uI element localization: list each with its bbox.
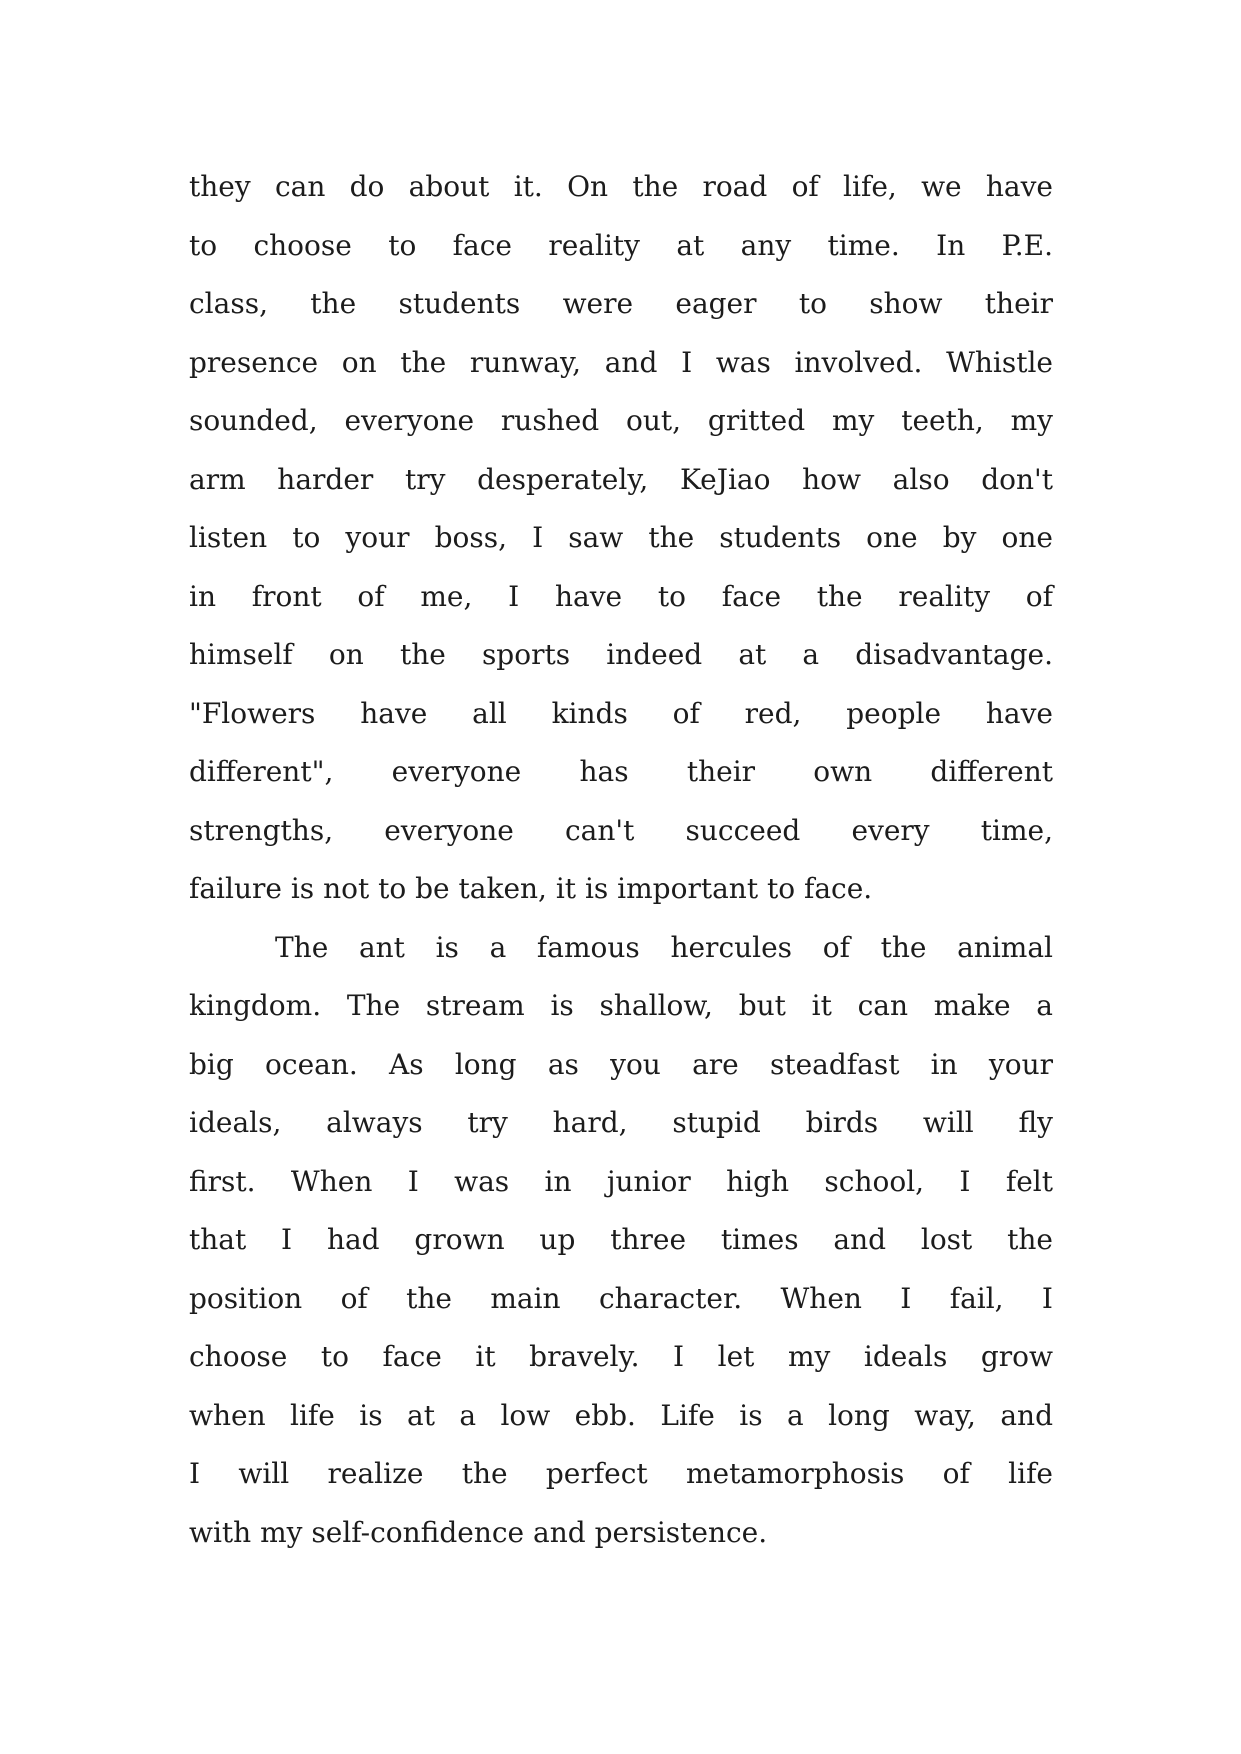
text-line: first. When I was in junior high school, I felt — [189, 1164, 1053, 1198]
text-line: failure is not to be taken, it is important to face. — [189, 872, 873, 905]
text-line: in front of me, I have to face the reality of — [189, 579, 1053, 613]
text-line: The ant is a famous hercules of the animal — [275, 930, 1053, 964]
text-line: strengths, everyone can't succeed every time, — [189, 813, 1053, 847]
text-line: "Flowers have all kinds of red, people have — [189, 696, 1053, 730]
text-line: kingdom. The stream is shallow, but it can make a — [189, 989, 1053, 1022]
text-line: I will realize the perfect metamorphosis of life — [189, 1457, 1053, 1490]
text-line: ideals, always try hard, stupid birds will fly — [189, 1106, 1053, 1139]
text-line: sounded, everyone rushed out, gritted my teeth, my — [189, 404, 1053, 437]
text-line: to choose to face reality at any time. In P.E. — [189, 228, 1053, 262]
text-line: when life is at a low ebb. Life is a long way, and — [189, 1398, 1053, 1432]
text-line: class, the students were eager to show their — [189, 287, 1053, 320]
text-line: different", everyone has their own different — [189, 755, 1053, 788]
text-line: arm harder try desperately, KeJiao how also don't — [189, 462, 1053, 496]
text-line: with my self-confidence and persistence. — [189, 1515, 768, 1549]
text-line: listen to your boss, I saw the students one by one — [189, 521, 1053, 554]
text-line: they can do about it. On the road of life, we have — [189, 170, 1053, 203]
text-line: presence on the runway, and I was involved. Whistle — [189, 345, 1053, 379]
body-text — [189, 158, 1053, 1562]
text-line: choose to face it bravely. I let my ideals grow — [189, 1340, 1053, 1373]
text-line: big ocean. As long as you are steadfast in your — [189, 1047, 1053, 1081]
text-line: himself on the sports indeed at a disadvantage. — [189, 638, 1053, 671]
text-line: position of the main character. When I fail, I — [189, 1281, 1053, 1315]
paragraph-1 — [189, 158, 1053, 919]
paragraph-2 — [189, 919, 1053, 1563]
text-line: that I had grown up three times and lost the — [189, 1223, 1053, 1256]
